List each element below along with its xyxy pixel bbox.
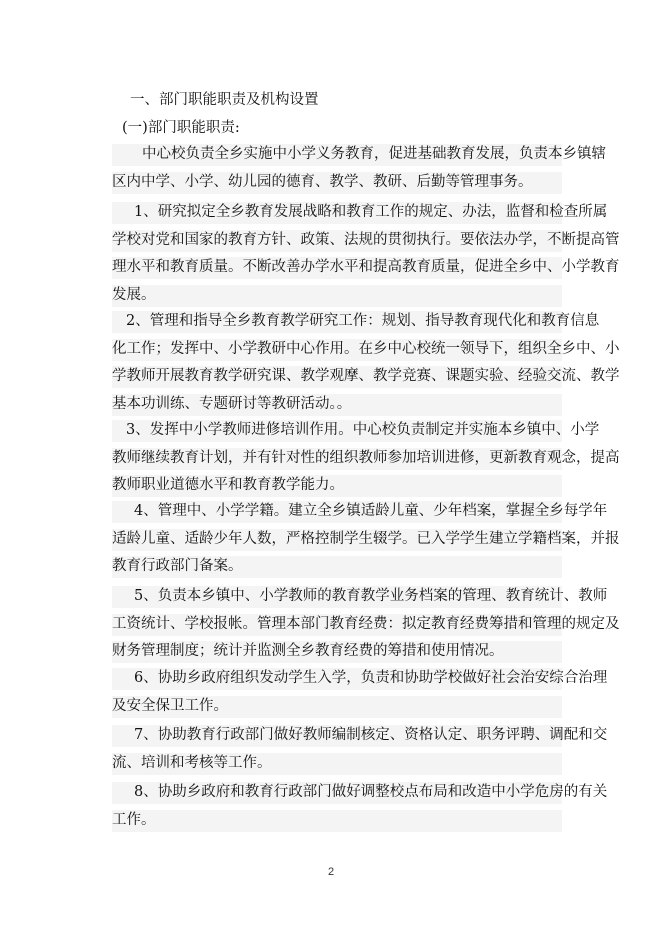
text-line: 发展。 — [112, 282, 562, 310]
page-number: 2 — [327, 866, 335, 878]
text-line: 教师职业道德水平和教育教学能力。 — [112, 472, 562, 500]
subsection-heading: (一)部门职能职责: — [122, 120, 240, 136]
text-line: 化工作；发挥中、小学教研中心作用。在乡中心校统一领导下，组织全乡中、小 — [112, 336, 562, 364]
text-line: 财务管理制度；统计并监测全乡教育经费的筹措和使用情况。 — [112, 638, 562, 666]
paragraph-item-3 — [112, 417, 620, 500]
text-line: 学教师开展教育教学研究课、教学观摩、教学竞赛、课题实验、经验交流、教学 — [112, 363, 562, 391]
text-line: 学校对党和国家的教育方针、政策、法规的贯彻执行。要依法办学，不断提高管 — [112, 227, 562, 255]
text-line: 7、协助教育行政部门做好教师编制核定、资格认定、职务评聘、调配和交 — [112, 722, 562, 750]
text-line: 及安全保卫工作。 — [112, 693, 562, 721]
section-heading: 一、部门职能职责及机构设置 — [130, 92, 319, 108]
text-line: 流、培训和考核等工作。 — [112, 750, 562, 778]
text-line: 教育行政部门备案。 — [112, 553, 562, 581]
text-line: 工资统计、学校报帐。管理本部门教育经费：拟定教育经费筹措和管理的规定及 — [112, 611, 562, 639]
paragraph-item-4 — [112, 498, 620, 581]
text-line: 工作。 — [112, 807, 562, 835]
text-line: 4、管理中、小学学籍。建立全乡镇适龄儿童、少年档案，掌握全乡每学年 — [112, 498, 562, 526]
text-line: 5、负责本乡镇中、小学教师的教育教学业务档案的管理、教育统计、教师 — [112, 583, 562, 611]
text-line: 1、研究拟定全乡教育发展战略和教育工作的规定、办法，监督和检查所属 — [112, 199, 562, 227]
paragraph-item-2 — [112, 308, 620, 418]
paragraph-item-5 — [112, 583, 620, 666]
text-line: 区内中学、小学、幼儿园的德育、教学、教研、后勤等管理事务。 — [112, 169, 562, 197]
text-line: 2、管理和指导全乡教育教学研究工作：规划、指导教育现代化和教育信息 — [112, 308, 562, 336]
text-line: 教师继续教育计划，并有针对性的组织教师参加培训进修，更新教育观念，提高 — [112, 445, 562, 473]
paragraph-intro — [112, 141, 606, 196]
text-line: 理水平和教育质量。不断改善办学水平和提高教育质量，促进全乡中、小学教育 — [112, 254, 562, 282]
text-line: 8、协助乡政府和教育行政部门做好调整校点布局和改造中小学危房的有关 — [112, 779, 562, 807]
paragraph-item-6 — [112, 665, 608, 720]
text-line: 适龄儿童、适龄少年人数，严格控制学生辍学。已入学学生建立学籍档案，并报 — [112, 526, 562, 554]
paragraph-item-1 — [112, 199, 620, 309]
text-line: 6、协助乡政府组织发动学生入学，负责和协助学校做好社会治安综合治理 — [112, 665, 562, 693]
text-line: 中心校负责全乡实施中小学义务教育，促进基础教育发展，负责本乡镇辖 — [112, 141, 562, 169]
paragraph-item-8 — [112, 779, 608, 834]
text-line: 3、发挥中小学教师进修培训作用。中心校负责制定并实施本乡镇中、小学 — [112, 417, 562, 445]
text-line: 基本功训练、专题研讨等教研活动。。 — [112, 391, 562, 419]
paragraph-item-7 — [112, 722, 608, 777]
